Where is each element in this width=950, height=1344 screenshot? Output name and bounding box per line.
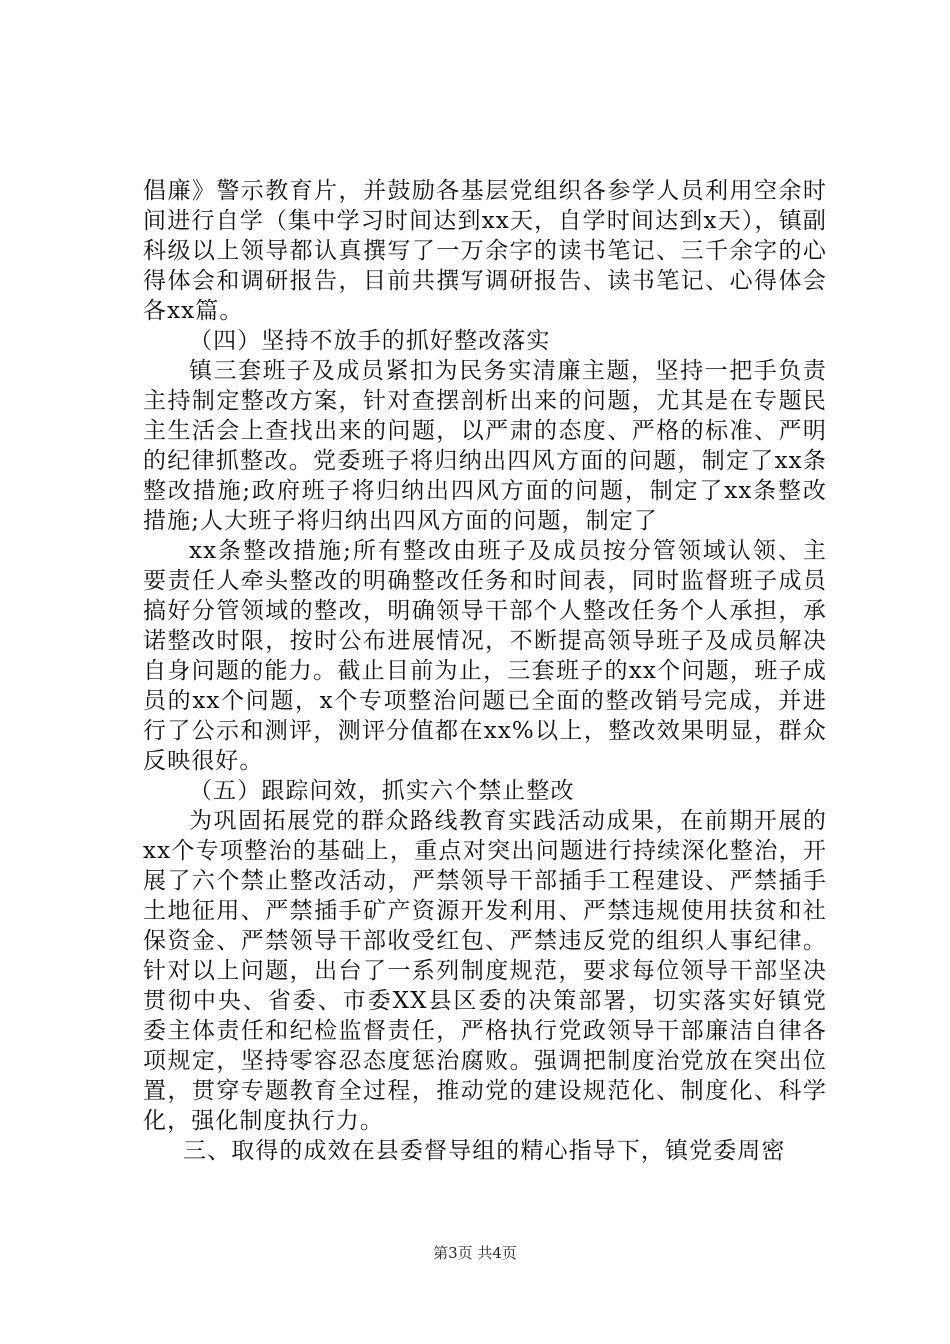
paragraph-rectification: 镇三套班子及成员紧扣为民务实清廉主题，坚持一把手负责主持制定整改方案，针对查摆剖析出来的问题，尤其是在专题民主生活会上查找出来的问题，以严肃的态度、严格的标准、严明的纪律抓整改。党委班子将归纳出四风方面的问题，制定了xx条整改措施;政府班子将归纳出四风方面的问题，制定了xx条整改措施;人大班子将归纳出四风方面的问题，制定了 bbox=[143, 358, 827, 534]
paragraph-six-prohibitions: 为巩固拓展党的群众路线教育实践活动成果，在前期开展的xx个专项整治的基础上，重点对突出问题进行持续深化整治，开展了六个禁止整改活动，严禁领导干部插手工程建设、严禁插手土地征用、严禁插手矿产资源开发利用、严禁违规使用扶贫和社保资金、严禁领导干部收受红包、严禁违反党的组织人事纪律。针对以上问题，出台了一系列制度规范，要求每位领导干部坚决贯彻中央、省委、市委XX县区委的决策部署，切实落实好镇党委主体责任和纪检监督责任，严格执行党政领导干部廉洁自律各项规定，坚持零容忍态度惩治腐败。强调把制度治党放在突出位置，贯穿专题教育全过程，推动党的建设规范化、制度化、科学化，强化制度执行力。 bbox=[143, 808, 827, 1134]
paragraph-rectification-measures: xx条整改措施;所有整改由班子及成员按分管领域认领、主要责任人牵头整改的明确整改任务和时间表，同时监督班子成员搞好分管领域的整改，明确领导干部个人整改任务个人承担，承诺整改时限，按时公布进展情况，不断提高领导班子及成员解决自身问题的能力。截止目前为止，三套班子的xx个问题，班子成员的xx个问题，x个专项整治问题已全面的整改销号完成，并进行了公示和测评，测评分值都在xx%以上，整改效果明显，群众反映很好。 bbox=[143, 538, 827, 774]
section-heading-4: （四）坚持不放手的抓好整改落实 bbox=[189, 328, 551, 354]
section-heading-3: 三、取得的成效在县委督导组的精心指导下，镇党委周密 bbox=[183, 1138, 786, 1164]
paragraph-continued: 倡廉》警示教育片，并鼓励各基层党组织各参学人员利用空余时间进行自学（集中学习时间达到xx天，自学时间达到x天），镇副科级以上领导都认真撰写了一万余字的读书笔记、三千余字的心得体会和调研报告，目前共撰写调研报告、读书笔记、心得体会各xx篇。 bbox=[143, 178, 827, 324]
section-heading-5: （五）跟踪问效，抓实六个禁止整改 bbox=[189, 778, 575, 804]
body-text bbox=[143, 176, 827, 1166]
page-footer: 第3页 共4页 bbox=[433, 1244, 517, 1262]
